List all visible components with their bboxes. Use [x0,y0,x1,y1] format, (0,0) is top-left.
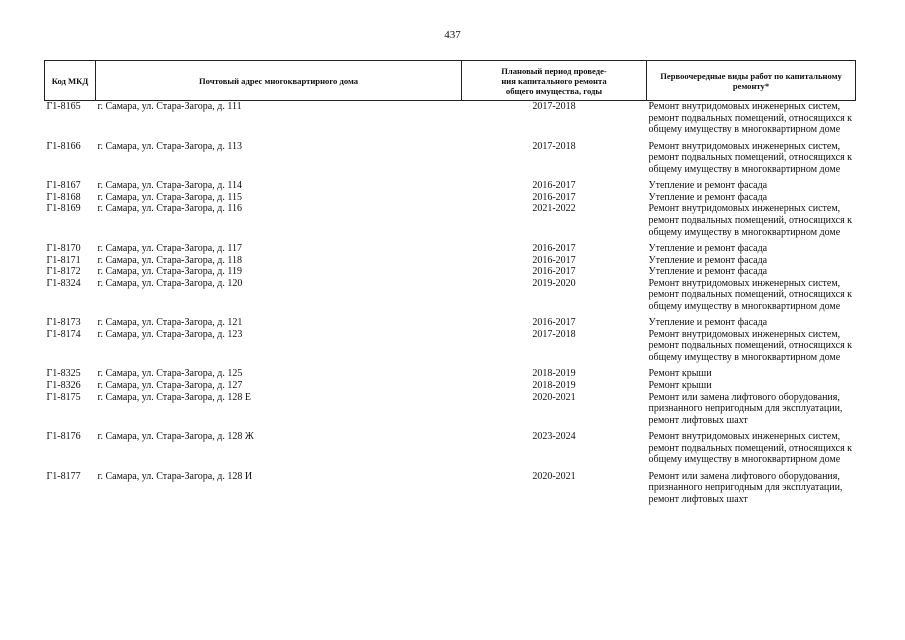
cell-works [647,380,856,392]
works-line: общему имуществу в многоквартирном доме [648,352,841,364]
cell-code: Г1-8168 [46,191,81,203]
works-line: Утепление и ремонт фасада [648,266,768,278]
cell-code: Г1-8177 [46,470,81,482]
table-header-row [45,61,856,101]
table-row [45,141,856,181]
works-line: Ремонт внутридомовых инженерных систем, [648,328,841,340]
cell-period: 2017-2018 [532,140,576,152]
cell-works [647,266,856,278]
cell-address: г. Самара, ул. Стара-Загора, д. 128 И [97,470,253,482]
page-number: 437 [444,29,461,41]
cell-address: г. Самара, ул. Стара-Загора, д. 116 [97,203,242,215]
cell-address: г. Самара, ул. Стара-Загора, д. 117 [97,242,242,254]
works-line: Утепление и ремонт фасада [648,242,768,254]
works-line: общему имуществу в многоквартирном доме [648,454,841,466]
cell-period: 2020-2021 [532,470,576,482]
cell-works [647,180,856,192]
cell-address: г. Самара, ул. Стара-Загора, д. 128 Ж [97,431,254,443]
works-line: Утепление и ремонт фасада [648,254,768,266]
cell-code: Г1-8170 [46,242,81,254]
table-row [45,255,856,267]
cell-code: Г1-8176 [46,431,81,443]
works-line: общему имуществу в многоквартирном доме [648,226,841,238]
works-line: общему имуществу в многоквартирном доме [648,124,841,136]
cell-address: г. Самара, ул. Стара-Загора, д. 111 [97,101,242,112]
works-line: Утепление и ремонт фасада [648,317,768,329]
cell-works [647,278,856,318]
cell-code: Г1-8171 [46,254,81,266]
works-line: ремонт подвальных помещений, относящихся к [648,289,853,301]
cell-address: г. Самара, ул. Стара-Загора, д. 127 [97,380,243,392]
cell-period: 2023-2024 [532,431,576,443]
works-line: Ремонт внутридомовых инженерных систем, [648,277,841,289]
cell-period: 2021-2022 [532,203,576,215]
cell-code: Г1-8167 [46,180,81,192]
table-row [45,329,856,369]
works-line: Ремонт внутридомовых инженерных систем, [648,203,841,215]
works-line: признанного непригодным для эксплуатации, [648,403,843,415]
works-line: ремонт подвальных помещений, относящихся к [648,152,853,164]
cell-period: 2016-2017 [532,191,576,203]
table-row [45,317,856,329]
header-period-line: общего имущества, годы [505,85,603,96]
header-works-line: ремонту* [732,80,770,91]
works-line: ремонт подвальных помещений, относящихся к [648,340,853,352]
table-row [45,192,856,204]
works-line: Ремонт крыши [648,380,712,392]
works-line: ремонт лифтовых шахт [648,414,748,426]
cell-code: Г1-8326 [46,380,81,392]
cell-works [647,471,856,511]
cell-code: Г1-8325 [46,368,81,380]
cell-address: г. Самара, ул. Стара-Загора, д. 118 [97,254,242,266]
works-line: Утепление и ремонт фасада [648,191,768,203]
cell-code: Г1-8173 [46,317,81,329]
cell-works [647,392,856,432]
cell-code: Г1-8166 [46,140,81,152]
cell-period: 2020-2021 [532,391,576,403]
cell-address: г. Самара, ул. Стара-Загора, д. 125 [97,368,243,380]
works-line: признанного непригодным для эксплуатации, [648,482,843,494]
cell-period: 2016-2017 [532,242,576,254]
cell-code: Г1-8324 [46,277,81,289]
cell-address: г. Самара, ул. Стара-Загора, д. 119 [97,266,242,278]
cell-works [647,329,856,369]
table-row [45,431,856,471]
cell-address: г. Самара, ул. Стара-Загора, д. 120 [97,277,243,289]
table-row [45,471,856,511]
cell-works [647,431,856,471]
cell-works [647,203,856,243]
cell-address: г. Самара, ул. Стара-Загора, д. 121 [97,317,243,329]
table-row [45,101,856,141]
works-line: общему имуществу в многоквартирном доме [648,163,841,175]
table-row [45,180,856,192]
works-line: Ремонт внутридомовых инженерных систем, [648,431,841,443]
header-address: Почтовый адрес многоквартирного дома [96,61,462,101]
header-period [462,61,647,101]
cell-works [647,141,856,181]
cell-address: г. Самара, ул. Стара-Загора, д. 113 [97,140,242,152]
table-row [45,266,856,278]
cell-period: 2016-2017 [532,317,576,329]
works-line: ремонт лифтовых шахт [648,493,748,505]
works-line: общему имуществу в многоквартирном доме [648,300,841,312]
works-line: Ремонт или замена лифтового оборудования, [648,391,840,403]
cell-address: г. Самара, ул. Стара-Загора, д. 115 [97,191,242,203]
cell-code: Г1-8169 [46,203,81,215]
table-row [45,380,856,392]
cell-works [647,255,856,267]
works-line: Утепление и ремонт фасада [648,180,768,192]
cell-code: Г1-8174 [46,328,81,340]
works-line: Ремонт крыши [648,368,712,380]
works-line: ремонт подвальных помещений, относящихся к [648,112,853,124]
table-row [45,243,856,255]
capital-repair-table [44,60,856,510]
works-line: Ремонт или замена лифтового оборудования, [648,470,840,482]
table-row [45,368,856,380]
works-line: ремонт подвальных помещений, относящихся к [648,214,853,226]
cell-works [647,317,856,329]
table-body [45,101,856,511]
cell-works [647,368,856,380]
header-works [647,61,856,101]
cell-period: 2017-2018 [532,328,576,340]
header-works-line: Первоочередные виды работ по капитальному [660,70,842,81]
cell-code: Г1-8172 [46,266,81,278]
table-row [45,392,856,432]
cell-period: 2019-2020 [532,277,576,289]
cell-address: г. Самара, ул. Стара-Загора, д. 128 Е [97,391,251,403]
cell-code: Г1-8175 [46,391,81,403]
cell-works [647,243,856,255]
cell-address: г. Самара, ул. Стара-Загора, д. 114 [97,180,242,192]
header-period-line: ния капитального ремонта [501,75,607,86]
works-line: Ремонт внутридомовых инженерных систем, [648,140,841,152]
works-line: ремонт подвальных помещений, относящихся к [648,442,853,454]
header-period-line: Плановый период проведе- [501,65,607,76]
table-row [45,203,856,243]
cell-period: 2018-2019 [532,368,576,380]
header-code: Код МКД [45,61,96,101]
cell-period: 2018-2019 [532,380,576,392]
cell-code: Г1-8165 [46,101,81,112]
cell-period: 2016-2017 [532,254,576,266]
cell-works [647,192,856,204]
cell-works [647,101,856,141]
cell-period: 2016-2017 [532,266,576,278]
cell-period: 2017-2018 [532,101,576,112]
table-row [45,278,856,318]
cell-address: г. Самара, ул. Стара-Загора, д. 123 [97,328,243,340]
cell-period: 2016-2017 [532,180,576,192]
works-line: Ремонт внутридомовых инженерных систем, [648,101,841,112]
